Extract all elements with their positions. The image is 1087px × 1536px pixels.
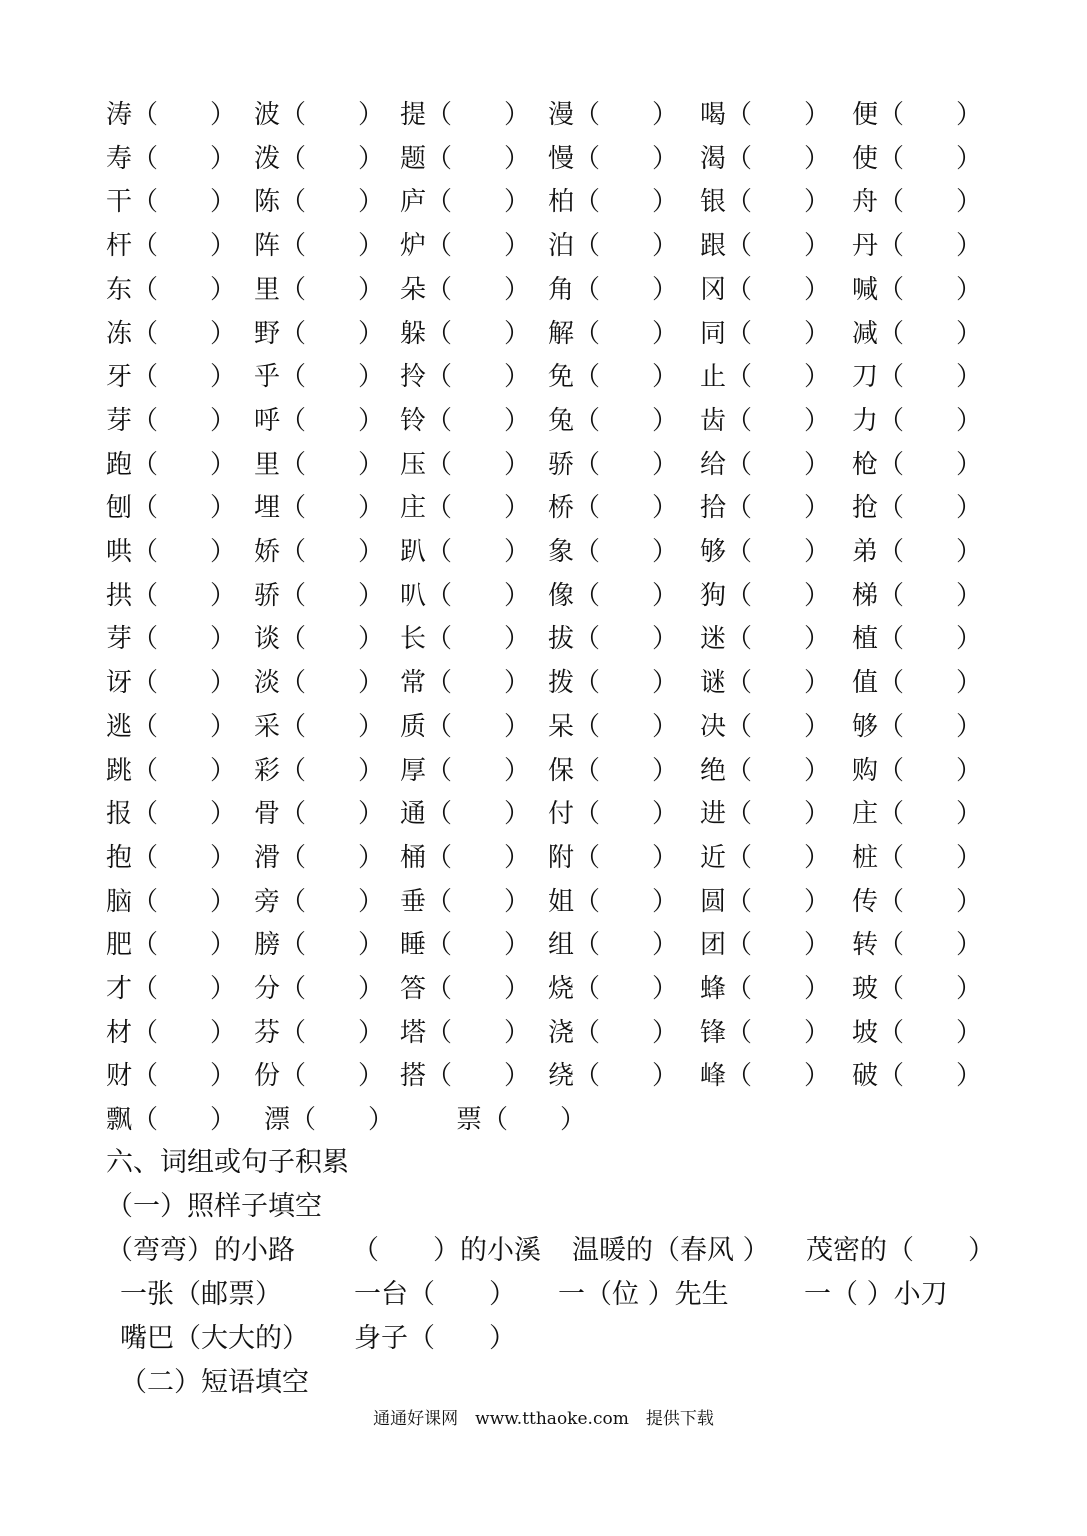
- char-blank-item: 逃（ ）: [106, 711, 237, 742]
- example-phrase: 温暖的（春风 ）: [572, 1235, 770, 1266]
- char-row: [0, 930, 1087, 974]
- char-blank-item: 减（ ）: [852, 318, 983, 349]
- char-row: [0, 100, 1087, 144]
- char-blank-item: 桩（ ）: [852, 842, 983, 873]
- char-blank-item: 力（ ）: [852, 405, 983, 436]
- char-blank-item: 够（ ）: [852, 711, 983, 742]
- char-blank-item: 哄（ ）: [106, 537, 237, 567]
- char-blank-item: 铃（ ）: [400, 405, 531, 436]
- char-blank-item: 进（ ）: [700, 799, 831, 830]
- char-blank-item: 刀（ ）: [852, 362, 983, 393]
- char-blank-item: 报（ ）: [106, 799, 237, 830]
- char-row: [0, 624, 1087, 668]
- char-blank-item: 舟（ ）: [852, 187, 983, 218]
- char-blank-item: 票（ ）: [456, 1105, 587, 1136]
- char-blank-item: 题（ ）: [400, 143, 531, 174]
- char-blank-item: 慢（ ）: [548, 143, 679, 174]
- char-blank-item: 刨（ ）: [106, 493, 237, 524]
- example-phrase: 一（ ）小刀: [804, 1279, 948, 1310]
- example-phrase: 一台（ ）: [354, 1279, 516, 1310]
- char-blank-item: 购（ ）: [852, 755, 983, 786]
- example-phrase: 身子（ ）: [354, 1323, 516, 1354]
- char-blank-item: 转（ ）: [852, 930, 983, 961]
- char-row: [0, 362, 1087, 406]
- char-blank-item: 锋（ ）: [700, 1017, 831, 1048]
- example-phrase: （ ）的小溪: [352, 1235, 541, 1266]
- char-blank-item: 里（ ）: [254, 274, 385, 305]
- char-row: [0, 712, 1087, 756]
- char-blank-item: 里（ ）: [254, 449, 385, 480]
- char-blank-item: 绕（ ）: [548, 1061, 679, 1092]
- char-blank-item: 保（ ）: [548, 755, 679, 786]
- char-blank-item: 拨（ ）: [548, 668, 679, 699]
- char-row: [0, 1105, 1087, 1149]
- char-blank-item: 解（ ）: [548, 318, 679, 349]
- char-blank-item: 陈（ ）: [254, 187, 385, 218]
- char-blank-item: 拎（ ）: [400, 362, 531, 393]
- char-blank-item: 躲（ ）: [400, 318, 531, 349]
- char-blank-item: 飘（ ）: [106, 1105, 237, 1136]
- char-blank-item: 值（ ）: [852, 668, 983, 699]
- char-blank-item: 圆（ ）: [700, 886, 831, 917]
- char-row: [0, 493, 1087, 537]
- char-row: [0, 887, 1087, 931]
- char-blank-item: 拔（ ）: [548, 624, 679, 655]
- char-blank-item: 迷（ ）: [700, 624, 831, 655]
- example-phrase: （弯弯）的小路: [106, 1235, 295, 1266]
- char-blank-item: 分（ ）: [254, 974, 385, 1004]
- char-blank-item: 塔（ ）: [400, 1017, 531, 1048]
- char-blank-item: 渴（ ）: [700, 143, 831, 174]
- char-blank-item: 炉（ ）: [400, 231, 531, 262]
- char-blank-item: 肥（ ）: [106, 930, 237, 961]
- char-blank-item: 质（ ）: [400, 711, 531, 742]
- char-blank-item: 跳（ ）: [106, 755, 237, 786]
- char-blank-item: 谈（ ）: [254, 624, 385, 655]
- char-blank-item: 才（ ）: [106, 974, 237, 1004]
- char-blank-item: 骨（ ）: [254, 799, 385, 830]
- char-blank-item: 漫（ ）: [548, 100, 679, 130]
- char-blank-item: 抢（ ）: [852, 493, 983, 524]
- char-blank-item: 兔（ ）: [548, 405, 679, 436]
- char-blank-item: 芽（ ）: [106, 405, 237, 436]
- char-blank-item: 使（ ）: [852, 143, 983, 174]
- char-blank-item: 东（ ）: [106, 274, 237, 305]
- char-blank-item: 杆（ ）: [106, 231, 237, 262]
- char-blank-item: 给（ ）: [700, 449, 831, 480]
- char-blank-item: 桥（ ）: [548, 493, 679, 524]
- char-blank-item: 冻（ ）: [106, 318, 237, 349]
- char-row: [0, 1061, 1087, 1105]
- char-blank-item: 附（ ）: [548, 842, 679, 873]
- char-blank-item: 决（ ）: [700, 711, 831, 742]
- char-blank-item: 烧（ ）: [548, 974, 679, 1004]
- char-blank-item: 拾（ ）: [700, 493, 831, 524]
- char-blank-item: 丹（ ）: [852, 231, 983, 262]
- char-row: [0, 231, 1087, 275]
- char-blank-item: 绝（ ）: [700, 755, 831, 786]
- char-blank-item: 庐（ ）: [400, 187, 531, 218]
- char-blank-item: 呆（ ）: [548, 711, 679, 742]
- char-blank-item: 破（ ）: [852, 1061, 983, 1092]
- char-blank-item: 免（ ）: [548, 362, 679, 393]
- char-blank-item: 庄（ ）: [852, 799, 983, 830]
- char-row: [0, 974, 1087, 1018]
- char-blank-item: 讶（ ）: [106, 668, 237, 699]
- char-blank-item: 波（ ）: [254, 100, 385, 130]
- char-blank-item: 蜂（ ）: [700, 974, 831, 1004]
- part-one-title: （一）照样子填空: [106, 1191, 322, 1222]
- example-phrase: 茂密的（ ）: [806, 1235, 995, 1266]
- char-blank-item: 组（ ）: [548, 930, 679, 961]
- char-row: [0, 187, 1087, 231]
- char-blank-item: 娇（ ）: [254, 537, 385, 567]
- char-blank-item: 常（ ）: [400, 668, 531, 699]
- char-blank-item: 阵（ ）: [254, 231, 385, 262]
- char-blank-item: 干（ ）: [106, 187, 237, 218]
- char-blank-item: 份（ ）: [254, 1061, 385, 1092]
- char-blank-item: 压（ ）: [400, 449, 531, 480]
- char-blank-item: 喊（ ）: [852, 274, 983, 305]
- char-row: [0, 756, 1087, 800]
- char-blank-item: 芽（ ）: [106, 624, 237, 655]
- example-line-3: [0, 1324, 1087, 1368]
- char-blank-item: 骄（ ）: [254, 580, 385, 611]
- char-blank-item: 朵（ ）: [400, 274, 531, 305]
- example-line-1: [0, 1236, 1087, 1280]
- char-row: [0, 450, 1087, 494]
- char-blank-item: 泼（ ）: [254, 143, 385, 174]
- char-blank-item: 通（ ）: [400, 799, 531, 830]
- char-blank-item: 滑（ ）: [254, 842, 385, 873]
- char-blank-item: 玻（ ）: [852, 974, 983, 1004]
- char-blank-item: 财（ ）: [106, 1061, 237, 1092]
- char-blank-item: 垂（ ）: [400, 886, 531, 917]
- char-blank-item: 银（ ）: [700, 187, 831, 218]
- char-blank-item: 角（ ）: [548, 274, 679, 305]
- char-blank-item: 埋（ ）: [254, 493, 385, 524]
- char-blank-item: 谜（ ）: [700, 668, 831, 699]
- char-row: [0, 843, 1087, 887]
- char-blank-item: 骄（ ）: [548, 449, 679, 480]
- char-blank-item: 叭（ ）: [400, 580, 531, 611]
- char-blank-item: 姐（ ）: [548, 886, 679, 917]
- char-blank-item: 付（ ）: [548, 799, 679, 830]
- char-blank-item: 厚（ ）: [400, 755, 531, 786]
- char-blank-item: 泊（ ）: [548, 231, 679, 262]
- example-line-2: [0, 1280, 1087, 1324]
- char-blank-item: 涛（ ）: [106, 100, 237, 130]
- example-phrase: 一（位 ）先生: [558, 1279, 729, 1310]
- char-blank-item: 近（ ）: [700, 842, 831, 873]
- char-blank-item: 便（ ）: [852, 100, 983, 130]
- char-blank-item: 芬（ ）: [254, 1017, 385, 1048]
- char-blank-item: 喝（ ）: [700, 100, 831, 130]
- char-blank-item: 柏（ ）: [548, 187, 679, 218]
- char-row: [0, 406, 1087, 450]
- char-blank-item: 旁（ ）: [254, 886, 385, 917]
- example-phrase: 一张（邮票）: [120, 1279, 282, 1310]
- part-two-title: （二）短语填空: [120, 1367, 309, 1398]
- char-blank-item: 峰（ ）: [700, 1061, 831, 1092]
- char-blank-item: 牙（ ）: [106, 362, 237, 393]
- char-row: [0, 799, 1087, 843]
- char-blank-item: 寿（ ）: [106, 143, 237, 174]
- char-blank-item: 淡（ ）: [254, 668, 385, 699]
- char-blank-item: 同（ ）: [700, 318, 831, 349]
- char-blank-item: 枪（ ）: [852, 449, 983, 480]
- char-blank-item: 梯（ ）: [852, 580, 983, 611]
- char-blank-item: 漂（ ）: [264, 1105, 395, 1136]
- char-row: [0, 668, 1087, 712]
- footer-credit: 通通好课网 www.tthaoke.com 提供下载: [373, 1409, 714, 1429]
- char-row: [0, 144, 1087, 188]
- char-blank-item: 齿（ ）: [700, 405, 831, 436]
- char-blank-item: 植（ ）: [852, 624, 983, 655]
- char-row: [0, 537, 1087, 581]
- char-blank-item: 野（ ）: [254, 318, 385, 349]
- char-blank-item: 拱（ ）: [106, 580, 237, 611]
- char-blank-item: 象（ ）: [548, 537, 679, 567]
- char-blank-item: 跑（ ）: [106, 449, 237, 480]
- example-phrase: 嘴巴（大大的）: [120, 1323, 309, 1354]
- section-six-title: 六、词组或句子积累: [106, 1147, 349, 1178]
- char-blank-item: 团（ ）: [700, 930, 831, 961]
- char-blank-item: 搭（ ）: [400, 1061, 531, 1092]
- char-blank-item: 像（ ）: [548, 580, 679, 611]
- char-blank-item: 睡（ ）: [400, 930, 531, 961]
- char-blank-item: 材（ ）: [106, 1017, 237, 1048]
- char-blank-item: 浇（ ）: [548, 1017, 679, 1048]
- char-row: [0, 581, 1087, 625]
- char-blank-item: 乎（ ）: [254, 362, 385, 393]
- char-blank-item: 脑（ ）: [106, 886, 237, 917]
- char-blank-item: 长（ ）: [400, 624, 531, 655]
- char-blank-item: 呼（ ）: [254, 405, 385, 436]
- char-blank-item: 冈（ ）: [700, 274, 831, 305]
- char-blank-item: 够（ ）: [700, 537, 831, 567]
- char-blank-item: 抱（ ）: [106, 842, 237, 873]
- char-blank-item: 传（ ）: [852, 886, 983, 917]
- char-blank-item: 狗（ ）: [700, 580, 831, 611]
- char-blank-item: 趴（ ）: [400, 537, 531, 567]
- char-blank-item: 庄（ ）: [400, 493, 531, 524]
- char-blank-item: 桶（ ）: [400, 842, 531, 873]
- char-blank-item: 跟（ ）: [700, 231, 831, 262]
- char-row: [0, 319, 1087, 363]
- char-blank-item: 答（ ）: [400, 974, 531, 1004]
- char-blank-item: 弟（ ）: [852, 537, 983, 567]
- char-blank-item: 提（ ）: [400, 100, 531, 130]
- char-blank-item: 坡（ ）: [852, 1017, 983, 1048]
- char-blank-item: 彩（ ）: [254, 755, 385, 786]
- char-blank-item: 止（ ）: [700, 362, 831, 393]
- char-row: [0, 1018, 1087, 1062]
- char-row: [0, 275, 1087, 319]
- char-blank-item: 膀（ ）: [254, 930, 385, 961]
- char-blank-item: 采（ ）: [254, 711, 385, 742]
